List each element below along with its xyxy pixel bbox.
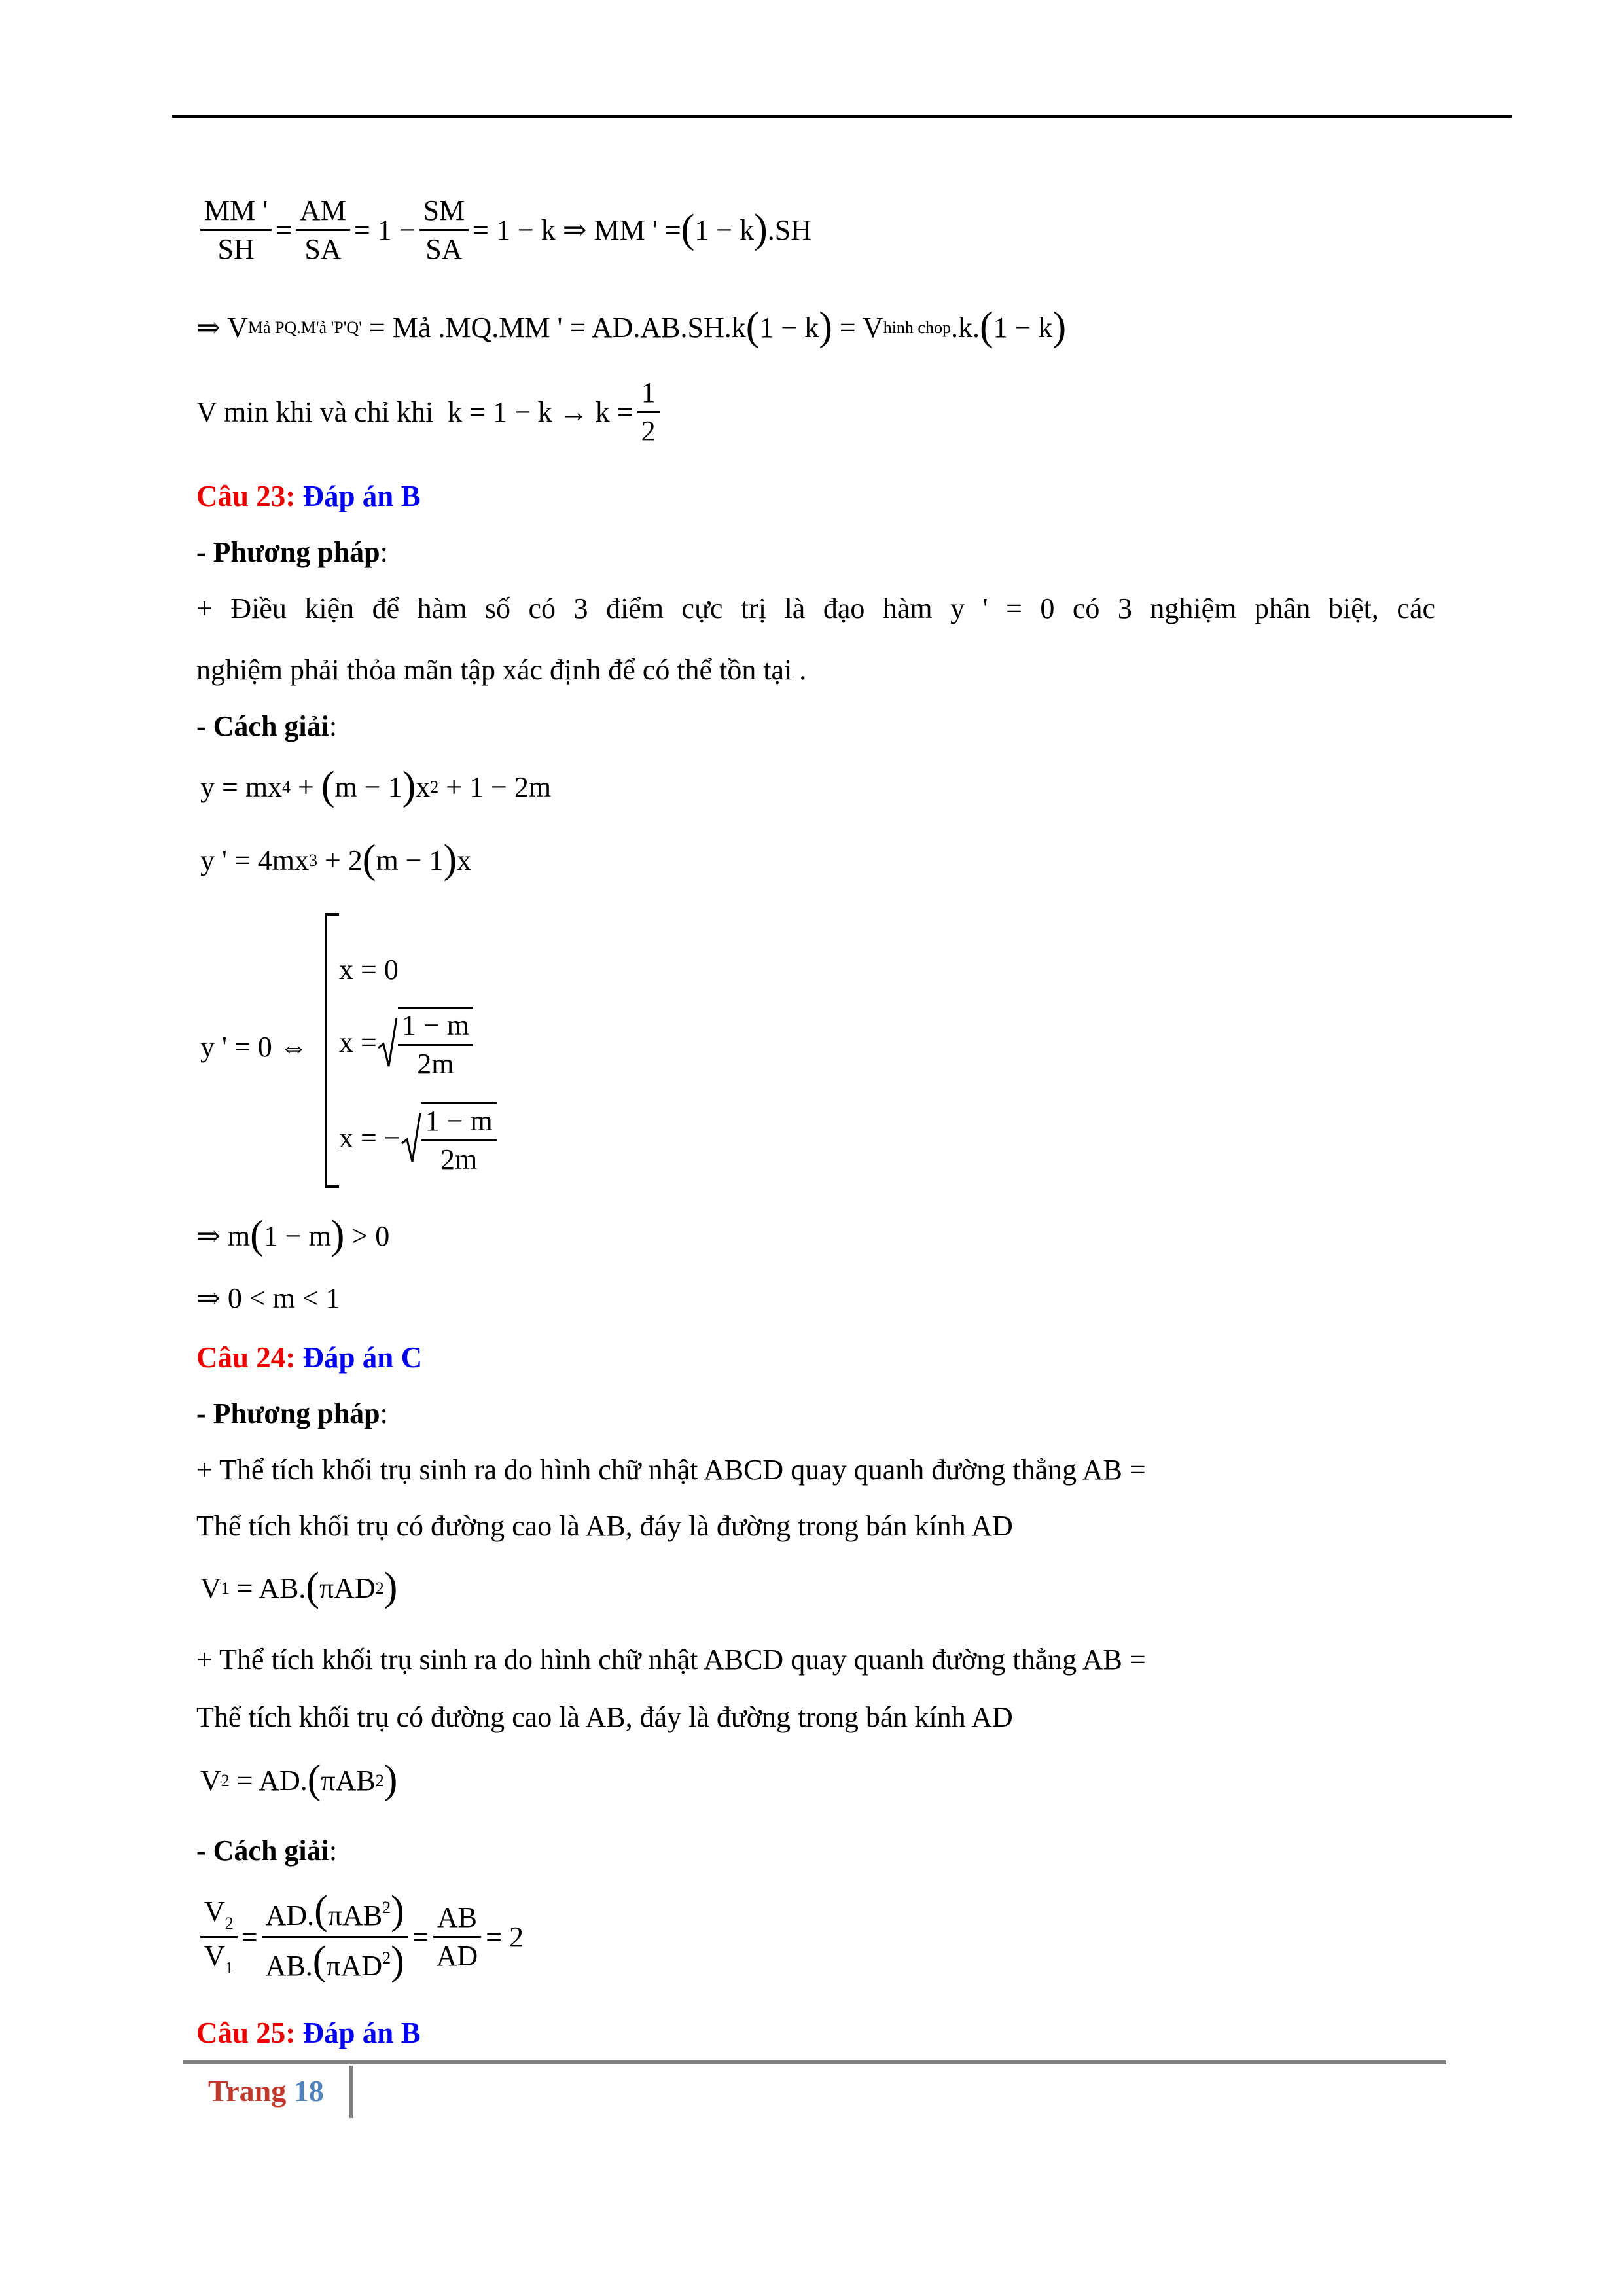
equation-y-definition: y = mx 4 + ( m − 1 ) x 2 + 1 − 2m [200, 764, 552, 808]
system-case-2: x = $\frac{1 - m}{2m}$ [339, 1007, 477, 1079]
condition-2: ⇒ 0 < m < 1 [196, 1282, 340, 1314]
equation-volume-ratio: $\frac{V_2}{V_1}$ = $\frac{AD.(\pi AB^2)}{AB.(\pi AD^2)}$ = $\frac{AB}{AD}$ = 2 [196, 1892, 524, 1982]
system-bracket [325, 913, 339, 1188]
q24-line-2: Thể tích khối trụ có đường cao là AB, đáy là đường trong bán kính AD [196, 1510, 1013, 1542]
fraction-sm-sa: $\frac{SM}{SA}$ [419, 196, 469, 264]
system-case-3: x = − $\frac{1 - m}{2m}$ [339, 1102, 501, 1174]
q24-line-1: + Thể tích khối trụ sinh ra do hình chữ nhật ABCD quay quanh đường thẳng AB = [196, 1454, 1146, 1486]
equation-mm-ratio: $\frac{MM '}{SH}$ = $\frac{AM}{SA}$ = 1 − $\frac{SM}{SA}$ = 1 − k ⇒ MM ' = ( 1 − k ) .SH [196, 196, 812, 264]
fraction-v2-v1: $\frac{V_2}{V_1}$ [200, 1897, 238, 1977]
q23-method-line-2: nghiệm phải thỏa mãn tập xác định để có thể tồn tại . [196, 654, 807, 686]
sqrt-icon [377, 1016, 398, 1069]
page-footer: Trang 18 [208, 2074, 324, 2108]
q24-line-4: Thể tích khối trụ có đường cao là AB, đáy là đường trong bán kính AD [196, 1701, 1013, 1733]
equation-y-prime: y ' = 4mx 3 + 2 ( m − 1 ) x [200, 837, 472, 882]
q23-method-line-1: + Điều kiện để hàm số có 3 điểm cực trị là đạo hàm y ' = 0 có 3 nghiệm phân biệt, các [196, 592, 1435, 624]
system-case-1: x = 0 [339, 954, 399, 986]
header-rule [172, 115, 1512, 118]
fraction-mm-sh: $\frac{MM '}{SH}$ [200, 196, 272, 264]
condition-1: ⇒ m ( 1 − m ) > 0 [196, 1213, 390, 1257]
sqrt-icon [401, 1112, 421, 1164]
footer-divider [349, 2066, 353, 2118]
fraction-volumes: $\frac{AD.(\pi AB^2)}{AB.(\pi AD^2)}$ [262, 1892, 408, 1982]
q23-solution-label: - Cách giải: [196, 710, 338, 742]
fraction-ab-ad: $\frac{AB}{AD}$ [433, 1903, 482, 1971]
equation-volume: ⇒ V Mả PQ.M'ả 'P'Q' = Mả .MQ.MM ' = AD.AB.SH.k ( 1 − k ) = V hinh chop .k. ( 1 − k ) [196, 304, 1067, 349]
q23-method-label: - Phương pháp: [196, 536, 388, 568]
fraction-am-sa: $\frac{AM}{SA}$ [296, 196, 350, 264]
fraction-one-half: $\frac{1}{2}$ [637, 378, 660, 446]
footer-rule [183, 2060, 1446, 2064]
question-24-heading: Câu 24: Đáp án C [196, 1341, 423, 1374]
q24-solution-label: - Cách giải: [196, 1835, 338, 1867]
equation-vmin: V min khi và chỉ khi k = 1 − k → k = $\frac{1}{2}$ [196, 378, 664, 446]
q24-method-label: - Phương pháp: [196, 1397, 388, 1429]
sqrt-case-3: $\frac{1 - m}{2m}$ [401, 1102, 501, 1174]
equation-v2: V 2 = AD. ( πAB 2 ) [200, 1757, 398, 1802]
question-23-heading: Câu 23: Đáp án B [196, 480, 421, 512]
question-25-heading: Câu 25: Đáp án B [196, 2017, 421, 2049]
equation-v1: V 1 = AB. ( πAD 2 ) [200, 1565, 398, 1609]
sqrt-case-2: $\frac{1 - m}{2m}$ [377, 1007, 477, 1079]
system-lhs: y ' = 0 ⇔ [200, 1031, 308, 1063]
q24-line-3: + Thể tích khối trụ sinh ra do hình chữ nhật ABCD quay quanh đường thẳng AB = [196, 1643, 1146, 1676]
